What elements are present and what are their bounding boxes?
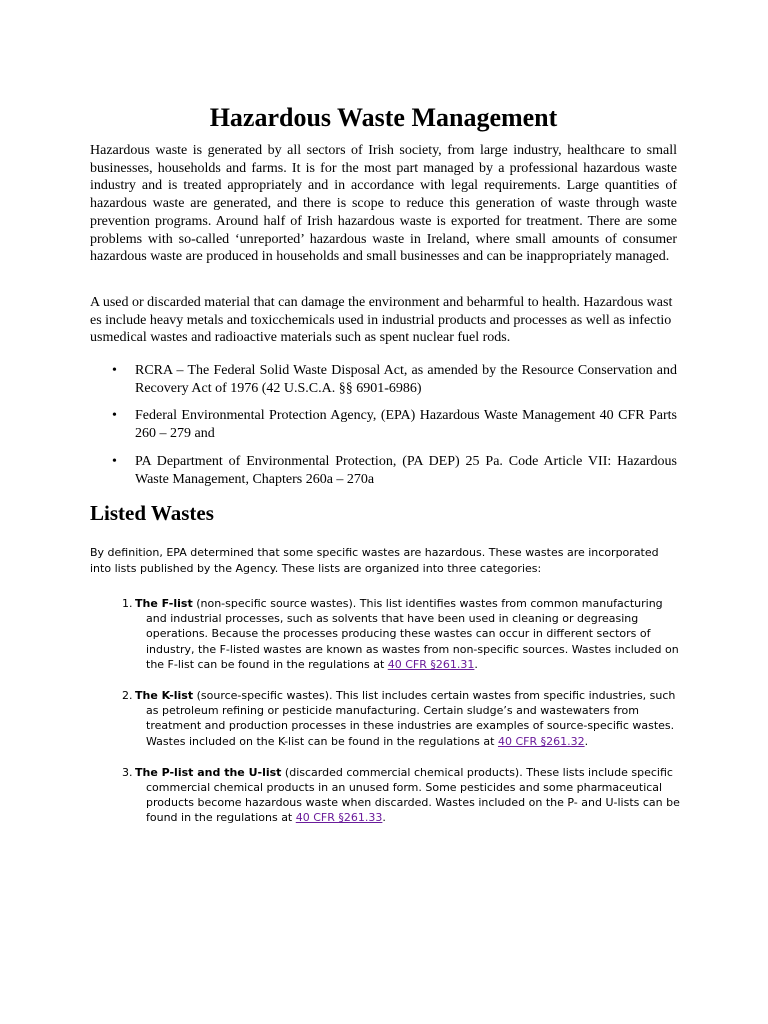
list-number: 1. <box>122 597 133 610</box>
list-item <box>90 407 677 442</box>
regulation-link[interactable]: 40 CFR §261.33 <box>295 811 383 825</box>
bullet-icon: • <box>112 363 117 378</box>
list-number: 3. <box>122 765 133 779</box>
list-item <box>90 765 690 826</box>
list-item-end: . <box>474 657 478 671</box>
list-item <box>90 688 690 749</box>
regulation-link[interactable]: 40 CFR §261.31 <box>387 657 475 671</box>
list-item-text: (discarded commercial chemical products). These lists include specific commercial chemical products in an unused form. Some pesticides and some pharmaceutical products become hazardous waste when discarded. Wastes included on the P- and U-lists can be found in the regulations at <box>146 765 680 825</box>
list-item-end: . <box>584 734 589 748</box>
bullet-icon: • <box>112 453 117 469</box>
list-lead: The K-list <box>135 689 194 703</box>
list-item-text: (source-specific wastes). This list includes certain wastes from specific industries, such as petroleum refining or pesticide manufacturing. Certain sludge’s and wastewaters from treatment and production processes in these industries are examples of source-specific wastes. Wastes included on the K-list can be found in the regulations at <box>146 689 676 748</box>
bullet-icon: • <box>112 408 117 424</box>
list-item-text: (non-specific source wastes). This list identifies wastes from common manufacturing and industrial processes, such as solvents that have been used in cleaning or degreasing operations. Because the processes producing these wastes can occur in different sectors of industry, the F-listed wastes are known as wastes from non-specific sources. Wastes included on the F-list can be found in the regulations at <box>146 597 679 671</box>
list-item <box>90 596 690 672</box>
waste-categories-list <box>90 596 690 842</box>
regulation-link[interactable]: 40 CFR §261.32 <box>497 734 585 748</box>
list-lead: The P-list and the U-list <box>135 765 282 779</box>
list-item <box>90 362 677 397</box>
section-heading: Listed Wastes <box>90 501 214 525</box>
list-item-text: Federal Environmental Protection Agency, (EPA) Hazardous Waste Management 40 CFR Parts 260 – 279 and <box>135 408 677 442</box>
list-item-text: PA Department of Environmental Protection, (PA DEP) 25 Pa. Code Article VII: Hazardous Waste Management, Chapters 260a – 270a <box>135 453 677 487</box>
list-number: 2. <box>122 689 133 703</box>
list-item-end: . <box>382 811 386 825</box>
regulations-list <box>90 362 677 498</box>
list-lead: The F-list <box>135 597 193 610</box>
intro-paragraph: Hazardous waste is generated by all sectors of Irish society, from large industry, healthcare to small businesses, households and farms. It is for the most part managed by a professional hazardous waste industry and is treated appropriately and in accordance with legal requirements. Large quantities of hazardous waste are generated, and there is scope to reduce this generation of waste through waste prevention programs. Around half of Irish hazardous waste is exported for treatment. There are some problems with so-called ‘unreported’ hazardous waste in Ireland, where small amounts of consumer hazardous waste are produced in households and small businesses and can be inappropriately managed. <box>90 143 677 265</box>
section-intro: By definition, EPA determined that some specific wastes are hazardous. These wastes are incorporated into lists published by the Agency. These lists are organized into three categories: <box>90 546 659 575</box>
list-item-text: RCRA – The Federal Solid Waste Disposal Act, as amended by the Resource Conservation and Recovery Act of 1976 (42 U.S.C.A. §§ 6901-6986) <box>135 363 677 396</box>
definition-paragraph: A used or discarded material that can damage the environment and beharmful to health. Hazardous wastes include heavy metals and toxicchemicals used in industrial products and processes as well as infectiousmedical wastes and radioactive materials such as spent nuclear fuel rods. <box>90 295 673 346</box>
document-title: Hazardous Waste Management <box>209 103 558 132</box>
list-item <box>90 453 677 488</box>
